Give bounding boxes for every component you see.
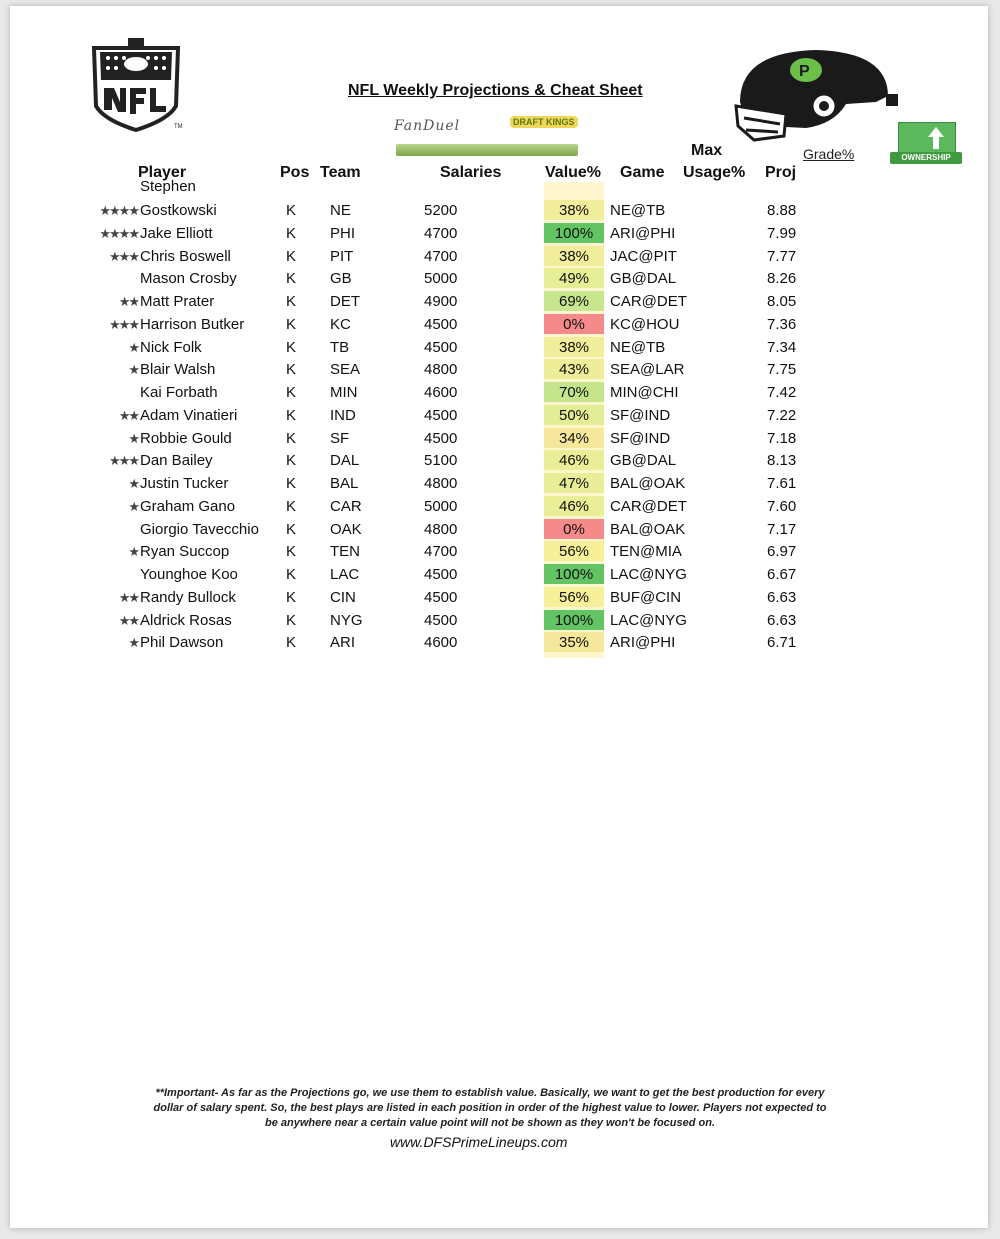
team-cell: LAC	[330, 566, 360, 583]
salary-cell: 4900	[424, 293, 458, 310]
table-row	[10, 564, 988, 587]
team-cell: DET	[330, 293, 360, 310]
game-cell: CAR@DET	[610, 497, 687, 515]
team-cell: GB	[330, 270, 352, 288]
game-cell: SEA@LAR	[610, 361, 685, 379]
projection-cell: 6.67	[767, 566, 797, 583]
player-first-name-line: Stephen	[140, 178, 196, 195]
nfl-logo	[88, 36, 184, 134]
projection-cell: 6.63	[767, 611, 797, 629]
team-cell: NE	[330, 202, 351, 219]
star-icons: ★★	[118, 589, 138, 605]
value-cell: 100%	[544, 223, 604, 243]
position-cell: K	[286, 224, 297, 242]
projection-cell: 7.36	[767, 315, 797, 333]
game-cell: BAL@OAK	[610, 475, 686, 492]
game-cell: NE@TB	[610, 202, 666, 219]
projection-cell: 7.61	[767, 475, 797, 492]
game-cell: GB@DAL	[610, 452, 677, 470]
star-icons: ★★	[118, 612, 138, 628]
team-cell: SF	[330, 429, 350, 447]
position-cell: K	[286, 406, 297, 424]
salary-cell: 4500	[424, 429, 458, 447]
salary-cell: 5000	[424, 270, 458, 288]
position-cell: K	[286, 611, 297, 629]
salary-cell: 5200	[424, 202, 458, 219]
value-cell: 34%	[544, 428, 604, 448]
team-cell: CIN	[330, 588, 356, 606]
projection-cell: 8.26	[767, 270, 797, 288]
ownership-label: OWNERSHIP	[890, 152, 962, 164]
position-cell: K	[286, 384, 297, 401]
salary-cell: 4700	[424, 543, 458, 561]
projection-cell: 7.60	[767, 497, 797, 515]
star-icons: ★★★	[109, 248, 138, 264]
table-row	[10, 200, 988, 223]
game-cell: KC@HOU	[610, 315, 680, 333]
table-row	[10, 337, 988, 360]
game-cell: LAC@NYG	[610, 611, 687, 629]
team-cell: OAK	[330, 520, 362, 538]
value-cell: 38%	[544, 246, 604, 266]
table-row	[10, 268, 988, 291]
salary-cell: 4500	[424, 406, 458, 424]
salary-cell: 4800	[424, 361, 458, 379]
game-cell: JAC@PIT	[610, 247, 677, 265]
position-cell: K	[286, 315, 297, 333]
player-name: Nick Folk	[140, 338, 202, 356]
header-salaries: Salaries	[440, 164, 502, 181]
value-cell: 38%	[544, 200, 604, 220]
fanduel-draftkings-banner	[390, 114, 580, 158]
projection-cell: 7.99	[767, 224, 797, 242]
svg-text:TM: TM	[174, 124, 183, 130]
grade-percent-label: Grade%	[803, 146, 855, 162]
salary-cell: 4800	[424, 520, 458, 538]
star-icons: ★	[128, 498, 138, 514]
player-name: Blair Walsh	[140, 361, 216, 379]
game-cell: CAR@DET	[610, 293, 687, 310]
salary-cell: 4500	[424, 588, 458, 606]
game-cell: BAL@OAK	[610, 520, 686, 538]
value-cell: 46%	[544, 450, 604, 470]
draftkings-logo: DRAFT KINGS	[510, 116, 578, 128]
fanduel-logo: FanDuel	[394, 118, 461, 134]
projection-cell: 7.77	[767, 247, 797, 265]
value-cell: 0%	[544, 314, 604, 334]
value-cell: 69%	[544, 291, 604, 311]
header-pos: Pos	[280, 164, 310, 181]
position-cell: K	[286, 361, 297, 379]
table-row	[10, 405, 988, 428]
value-cell: 0%	[544, 519, 604, 539]
footer-note: **Important- As far as the Projections go, we use them to establish value. Basically, we want to get the best production for every dollar of salary spent. So, the best plays are listed in each position in order of the highest value to lower. Players not expected to be anywhere near a certain value point will not be shown as they won't be focused on.	[153, 1087, 827, 1129]
team-cell: KC	[330, 315, 351, 333]
team-cell: DAL	[330, 452, 360, 470]
table-row	[10, 382, 988, 405]
position-cell: K	[286, 566, 297, 583]
projection-cell: 8.05	[767, 293, 797, 310]
team-cell: TEN	[330, 543, 360, 561]
table-row	[10, 610, 988, 633]
team-cell: IND	[330, 406, 356, 424]
helmet-logo	[726, 44, 906, 144]
salary-cell: 4500	[424, 566, 458, 583]
player-name: Phil Dawson	[140, 634, 224, 652]
value-cell: 49%	[544, 268, 604, 288]
header-player: Player	[138, 164, 187, 181]
game-cell: LAC@NYG	[610, 566, 687, 583]
team-cell: PHI	[330, 224, 356, 242]
team-cell: ARI	[330, 634, 356, 652]
player-name: Younghoe Koo	[140, 566, 238, 583]
value-cell: 56%	[544, 587, 604, 607]
table-row	[10, 519, 988, 542]
footer-url: www.DFSPrimeLineups.com	[390, 1134, 568, 1150]
up-arrow-stem	[933, 137, 939, 149]
ownership-badge	[888, 122, 962, 170]
value-cell: 43%	[544, 359, 604, 379]
player-name: Justin Tucker	[140, 475, 229, 492]
value-cell: 38%	[544, 337, 604, 357]
position-cell: K	[286, 543, 297, 561]
position-cell: K	[286, 520, 297, 538]
salary-cell: 4500	[424, 315, 458, 333]
header-value: Value%	[545, 164, 602, 181]
position-cell: K	[286, 293, 297, 310]
star-icons: ★★	[118, 407, 138, 423]
projection-cell: 6.63	[767, 588, 797, 606]
player-name: Dan Bailey	[140, 452, 213, 470]
star-icons: ★	[128, 362, 138, 378]
salary-cell: 4500	[424, 338, 458, 356]
field-graphic	[396, 144, 578, 156]
position-cell: K	[286, 247, 297, 265]
table-row	[10, 473, 988, 496]
value-cell: 35%	[544, 632, 604, 652]
game-cell: MIN@CHI	[610, 384, 679, 401]
projection-cell: 7.34	[767, 338, 797, 356]
team-cell: NYG	[330, 611, 363, 629]
position-cell: K	[286, 475, 297, 492]
position-cell: K	[286, 497, 297, 515]
star-icons: ★★★★	[99, 203, 138, 218]
player-name: Gostkowski	[140, 202, 217, 219]
salary-cell: 4600	[424, 384, 458, 401]
team-cell: CAR	[330, 497, 362, 515]
table-row	[10, 632, 988, 655]
table-row	[10, 291, 988, 314]
team-cell: TB	[330, 338, 350, 356]
player-name: Chris Boswell	[140, 247, 231, 265]
header-game: Game	[620, 164, 665, 181]
player-name: Kai Forbath	[140, 384, 218, 401]
value-cell: 46%	[544, 496, 604, 516]
projection-cell: 6.71	[767, 634, 797, 652]
table-row	[10, 359, 988, 382]
projection-cell: 7.75	[767, 361, 797, 379]
star-icons: ★	[128, 339, 138, 355]
header-usage: Usage%	[683, 164, 746, 181]
salary-cell: 5100	[424, 452, 458, 470]
game-cell: ARI@PHI	[610, 634, 676, 652]
table-row	[10, 223, 988, 246]
player-name: Aldrick Rosas	[140, 611, 232, 629]
star-icons: ★★★	[109, 453, 138, 469]
svg-text:P: P	[799, 63, 810, 80]
team-cell: SEA	[330, 361, 361, 379]
star-icons: ★★★	[109, 316, 138, 332]
value-cell: 50%	[544, 405, 604, 425]
salary-cell: 5000	[424, 497, 458, 515]
value-cell: 56%	[544, 541, 604, 561]
projection-cell: 7.18	[767, 429, 797, 447]
value-cell: 100%	[544, 564, 604, 584]
player-name: Randy Bullock	[140, 588, 236, 606]
game-cell: SF@IND	[610, 429, 671, 447]
header-max: Max	[691, 142, 723, 159]
game-cell: TEN@MIA	[610, 543, 682, 561]
player-name: Ryan Succop	[140, 543, 230, 561]
salary-cell: 4700	[424, 247, 458, 265]
projection-cell: 7.17	[767, 520, 797, 538]
ownership-box	[898, 122, 956, 154]
table-row	[10, 496, 988, 519]
player-name: Graham Gano	[140, 497, 236, 515]
star-icons: ★	[128, 430, 138, 446]
team-cell: PIT	[330, 247, 354, 265]
projection-cell: 6.97	[767, 543, 797, 561]
salary-cell: 4600	[424, 634, 458, 652]
value-cell: 100%	[544, 610, 604, 630]
player-name: Mason Crosby	[140, 270, 237, 288]
position-cell: K	[286, 452, 297, 470]
position-cell: K	[286, 588, 297, 606]
cheat-sheet-page	[10, 6, 988, 1228]
page-title: NFL Weekly Projections & Cheat Sheet	[348, 82, 643, 99]
position-cell: K	[286, 338, 297, 356]
up-arrow-icon	[928, 127, 944, 137]
star-icons: ★	[128, 544, 138, 560]
position-cell: K	[286, 429, 297, 447]
player-name: Harrison Butker	[140, 315, 245, 333]
player-name: Adam Vinatieri	[140, 406, 238, 424]
table-row	[10, 541, 988, 564]
position-cell: K	[286, 202, 297, 219]
game-cell: NE@TB	[610, 338, 666, 356]
star-icons: ★★	[118, 294, 138, 309]
team-cell: BAL	[330, 475, 359, 492]
salary-cell: 4700	[424, 224, 458, 242]
player-name: Jake Elliott	[140, 224, 213, 242]
game-cell: GB@DAL	[610, 270, 677, 288]
projection-cell: 7.42	[767, 384, 797, 401]
star-icons: ★★★★	[99, 225, 138, 241]
table-row	[10, 246, 988, 269]
star-icons: ★	[128, 635, 138, 651]
player-name: Matt Prater	[140, 293, 215, 310]
table-row	[10, 450, 988, 473]
position-cell: K	[286, 634, 297, 652]
table-row	[10, 428, 988, 451]
position-cell: K	[286, 270, 297, 288]
projection-cell: 8.88	[767, 202, 797, 219]
table-row	[10, 587, 988, 610]
salary-cell: 4500	[424, 611, 458, 629]
table-row	[10, 314, 988, 337]
player-name: Giorgio Tavecchio	[140, 520, 259, 538]
projection-cell: 7.22	[767, 406, 797, 424]
header-team: Team	[320, 164, 361, 181]
projection-cell: 8.13	[767, 452, 797, 470]
star-icons: ★	[128, 476, 138, 491]
header-proj: Proj	[765, 164, 797, 181]
value-cell: 70%	[544, 382, 604, 402]
team-cell: MIN	[330, 384, 358, 401]
value-cell: 47%	[544, 473, 604, 493]
player-name: Robbie Gould	[140, 429, 232, 447]
game-cell: ARI@PHI	[610, 224, 676, 242]
game-cell: SF@IND	[610, 406, 671, 424]
salary-cell: 4800	[424, 475, 458, 492]
game-cell: BUF@CIN	[610, 588, 682, 606]
